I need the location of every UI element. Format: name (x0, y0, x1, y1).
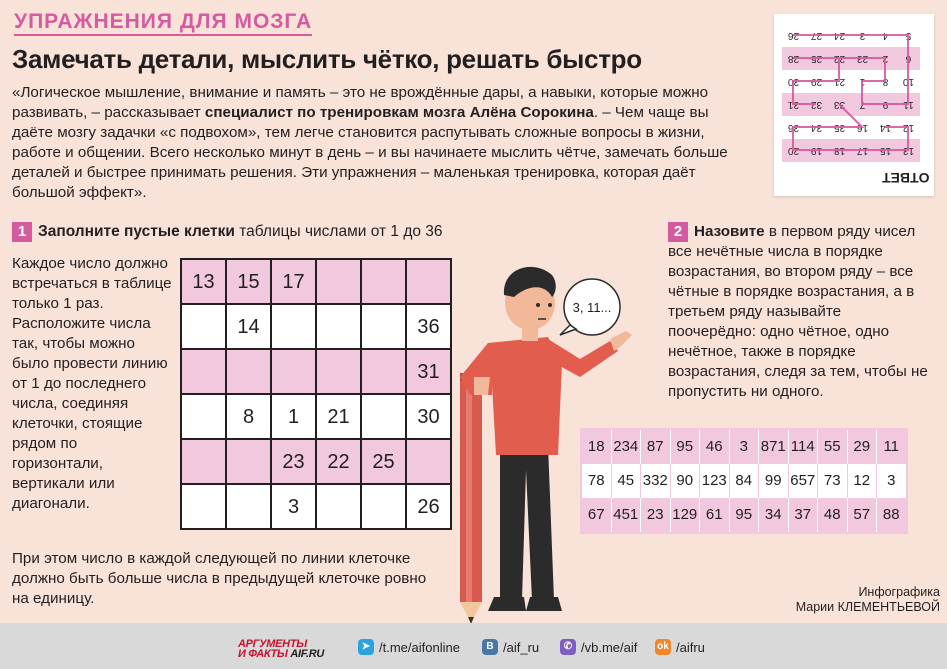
lead-paragraph (12, 83, 752, 203)
answer-cell: 28 (782, 47, 805, 70)
viber-icon: ✆ (560, 639, 576, 655)
logo-top: АРГУМЕНТЫ (238, 638, 307, 650)
puzzle-cell[interactable]: 14 (227, 305, 272, 350)
answer-cell: 26 (787, 30, 800, 41)
answer-cell: 1 (859, 76, 866, 87)
puzzle-cell[interactable] (227, 485, 272, 530)
sequence-cell: 23 (641, 498, 671, 532)
sequence-cell: 34 (759, 498, 789, 532)
answer-cell: 6 (897, 47, 920, 70)
sequence-row (582, 498, 906, 532)
answer-cell: 16 (856, 122, 869, 133)
vk-label: /aif_ru (503, 639, 540, 655)
viber-label: /vb.me/aif (581, 639, 638, 655)
puzzle-cell[interactable] (317, 260, 362, 305)
telegram-label: /t.me/aifonline (379, 639, 460, 655)
puzzle-cell[interactable]: 15 (227, 260, 272, 305)
answer-cell: 31 (782, 93, 805, 116)
sequence-cell: 67 (582, 498, 612, 532)
puzzle-cell[interactable] (182, 440, 227, 485)
task1-description: Каждое число должно встречаться в таблице только 1 раз. Расположите числа так, чтобы можно было провести линию от 1 до последнего числа, соединяя клеточки, стоящие рядом по горизонтали, вертикали или диагонали. (12, 255, 172, 512)
pencil-icon (460, 373, 482, 624)
ok-link[interactable] (655, 639, 705, 655)
answer-cell: 33 (828, 93, 851, 116)
answer-cell: 29 (810, 76, 823, 87)
sequence-row (582, 464, 906, 498)
telegram-link[interactable] (358, 639, 460, 655)
puzzle-cell[interactable] (362, 350, 407, 395)
lead-text-2: . – Чем чаще вы даёте мозгу задачки «с подвохом», тем легче становится распутывать сложные вопросы в жизни, работе и общении. Всего несколько минут в день – и вы начинаете мыслить чётче, замечать больше деталей и быстрее принимать решения. Эти упражнения – маленькая тренировка, которая даёт большой эффект». (12, 104, 728, 201)
aif-logo[interactable] (238, 639, 324, 659)
answer-cell: 10 (902, 76, 915, 87)
puzzle-cell[interactable] (362, 260, 407, 305)
puzzle-cell[interactable]: 30 (407, 395, 452, 440)
sequence-cell: 37 (789, 498, 819, 532)
viber-link[interactable] (560, 639, 637, 655)
task1-heading-bold: Заполните пустые клетки (38, 223, 235, 241)
sequence-cell: 129 (671, 498, 701, 532)
answer-cell: 20 (782, 139, 805, 162)
sequence-cell: 657 (789, 464, 819, 498)
answer-cell: 18 (828, 139, 851, 162)
logo-bottom (238, 649, 324, 659)
puzzle-cell[interactable] (272, 350, 317, 395)
sequence-cell: 332 (641, 464, 671, 498)
answer-cell: 15 (874, 139, 897, 162)
sequence-cell: 84 (730, 464, 760, 498)
puzzle-cell[interactable]: 17 (272, 260, 317, 305)
answer-cell: 23 (851, 47, 874, 70)
logo-site: AIF.RU (290, 648, 325, 660)
sequence-cell: 88 (877, 498, 906, 532)
puzzle-cell[interactable]: 25 (362, 440, 407, 485)
answer-cell: 7 (851, 93, 874, 116)
puzzle-cell[interactable]: 1 (272, 395, 317, 440)
answer-cell: 13 (897, 139, 920, 162)
lead-expert: специалист по тренировкам мозга Алёна Сорокина (204, 104, 594, 121)
odnoklassniki-icon: ok (655, 639, 671, 655)
sequence-cell: 61 (700, 498, 730, 532)
sequence-cell: 11 (877, 430, 906, 464)
telegram-icon: ➤ (358, 639, 374, 655)
sequence-cell: 78 (582, 464, 612, 498)
sequence-cell: 57 (848, 498, 878, 532)
answer-cell: 25 (805, 47, 828, 70)
answer-cell: 22 (828, 47, 851, 70)
answer-cell: 14 (879, 122, 892, 133)
sequence-cell: 90 (671, 464, 701, 498)
sequence-cell: 3 (730, 430, 760, 464)
sequence-cell: 45 (612, 464, 642, 498)
sequence-cell: 871 (759, 430, 789, 464)
answer-cell: 3 (859, 30, 866, 41)
puzzle-cell[interactable]: 31 (407, 350, 452, 395)
sequence-cell: 55 (818, 430, 848, 464)
puzzle-cell[interactable] (362, 485, 407, 530)
credit-author: Марии КЛЕМЕНТЬЕВОЙ (795, 600, 940, 614)
puzzle-cell[interactable]: 3 (272, 485, 317, 530)
sequence-cell: 29 (848, 430, 878, 464)
answer-label: ОТВЕТ (882, 170, 930, 186)
ok-label: /aifru (676, 639, 705, 655)
answer-thumbnail (774, 14, 934, 196)
puzzle-cell[interactable] (182, 305, 227, 350)
puzzle-cell[interactable]: 23 (272, 440, 317, 485)
sequence-cell: 95 (730, 498, 760, 532)
answer-path (782, 24, 920, 162)
answer-cell: 12 (902, 122, 915, 133)
vk-icon: B (482, 639, 498, 655)
task1-footer-note: При этом число в каждой следующей по линии клеточке должно быть больше числа в предыдущей клеточке ровно на единицу. (12, 550, 427, 607)
task2-bold: Назовите (694, 223, 765, 241)
puzzle-cell[interactable]: 36 (407, 305, 452, 350)
task2-text: в первом ряду чисел все нечётные числа в порядке возрастания, во втором ряду – все чётные в порядке возрастания, а в третьем ряду называйте поочерёдно: одно чётное, одно нечётное, также в порядке возрастания, следя за тем, чтобы не пропустить ни одного. (668, 223, 928, 401)
sequence-row (582, 430, 906, 464)
task1-heading (12, 222, 443, 242)
answer-cell: 27 (810, 30, 823, 41)
puzzle-cell[interactable] (317, 485, 362, 530)
speech-text: 3, 11... (572, 300, 612, 315)
sequence-cell: 451 (612, 498, 642, 532)
sequence-cell: 123 (700, 464, 730, 498)
puzzle-cell[interactable] (227, 350, 272, 395)
answer-cell: 19 (805, 139, 828, 162)
answer-cell: 24 (833, 30, 846, 41)
sequence-cell: 87 (641, 430, 671, 464)
sequence-table (580, 428, 908, 534)
sequence-cell: 95 (671, 430, 701, 464)
task1-heading-rest: таблицы числами от 1 до 36 (234, 223, 443, 241)
sequence-cell: 48 (818, 498, 848, 532)
logo-bottom-text: И ФАКТЫ (238, 648, 288, 660)
answer-cell: 36 (787, 122, 800, 133)
credit-line1: Инфографика (858, 585, 940, 599)
puzzle-cell[interactable] (272, 305, 317, 350)
puzzle-cell[interactable]: 13 (182, 260, 227, 305)
answer-cell: 35 (833, 122, 846, 133)
answer-cell: 34 (810, 122, 823, 133)
puzzle-cell[interactable] (317, 350, 362, 395)
answer-cell: 17 (851, 139, 874, 162)
task2-number: 2 (668, 222, 688, 242)
puzzle-cell[interactable] (182, 395, 227, 440)
answer-cell: 2 (874, 47, 897, 70)
speech-bubble (560, 279, 620, 335)
puzzle-cell[interactable] (362, 305, 407, 350)
page-title: Замечать детали, мыслить чётко, решать быстро (12, 44, 642, 74)
puzzle-cell[interactable] (227, 440, 272, 485)
task1-number: 1 (12, 222, 32, 242)
puzzle-cell[interactable] (182, 485, 227, 530)
puzzle-cell[interactable]: 26 (407, 485, 452, 530)
answer-cell: 9 (874, 93, 897, 116)
sequence-cell: 3 (877, 464, 906, 498)
answer-cell: 32 (805, 93, 828, 116)
answer-cell: 11 (897, 93, 920, 116)
answer-cell: 30 (787, 76, 800, 87)
puzzle-cell[interactable]: 22 (317, 440, 362, 485)
answer-cell: 8 (882, 76, 889, 87)
answer-cell: 5 (905, 30, 912, 41)
footer-bar (0, 623, 947, 669)
answer-cell: 4 (882, 30, 889, 41)
sequence-cell: 73 (818, 464, 848, 498)
sequence-cell: 12 (848, 464, 878, 498)
sequence-cell: 18 (582, 430, 612, 464)
sequence-cell: 234 (612, 430, 642, 464)
sequence-cell: 99 (759, 464, 789, 498)
puzzle-cell[interactable] (182, 350, 227, 395)
puzzle-cell[interactable] (362, 395, 407, 440)
puzzle-cell[interactable] (317, 305, 362, 350)
puzzle-cell[interactable]: 8 (227, 395, 272, 440)
puzzle-cell[interactable]: 21 (317, 395, 362, 440)
lead-text-1: «Логическое мышление, внимание и память – это не врождённые дары, а навыки, которые можно развивать, – рассказывает (12, 84, 709, 121)
section-kicker: УПРАЖНЕНИЯ ДЛЯ МОЗГА (14, 10, 312, 36)
sequence-cell: 46 (700, 430, 730, 464)
vk-link[interactable] (482, 639, 539, 655)
puzzle-grid (180, 258, 452, 530)
credit (780, 585, 940, 615)
task2-description (668, 222, 928, 402)
answer-cell: 21 (833, 76, 846, 87)
sequence-cell: 114 (789, 430, 819, 464)
